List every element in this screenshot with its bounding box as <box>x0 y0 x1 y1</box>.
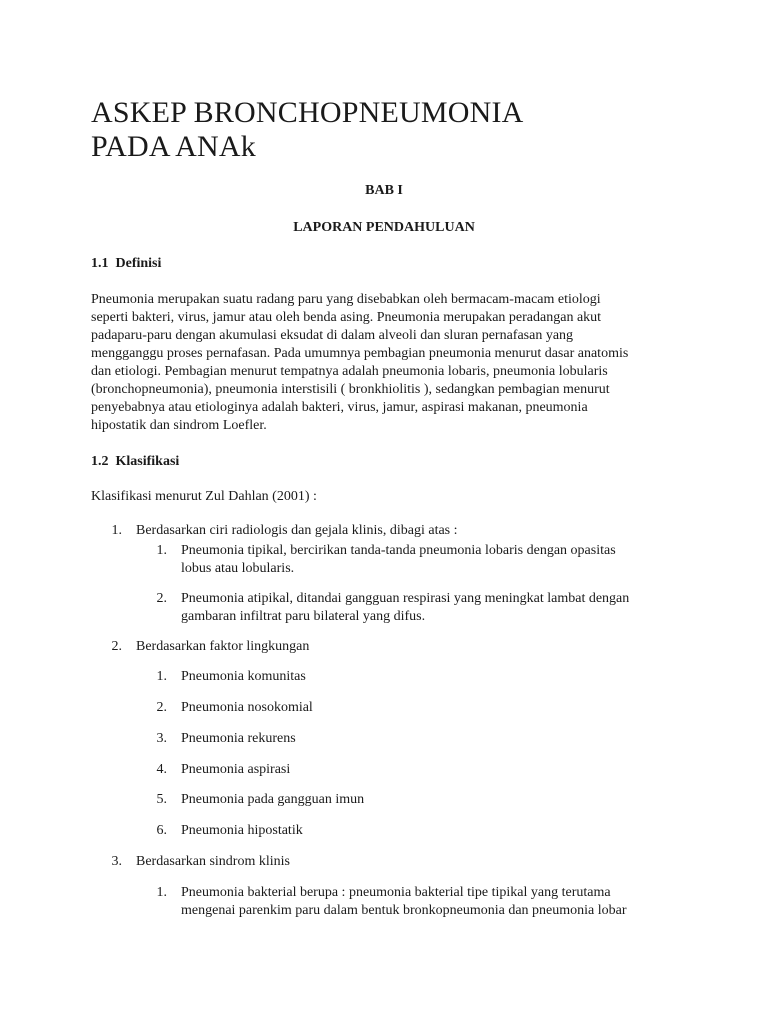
list-text <box>181 542 616 578</box>
list-text-line: mengenai parenkim paru dalam bentuk bronkopneumonia dan pneumonia lobar <box>181 903 627 918</box>
paragraph-line: seperti bakteri, virus, jamur atau oleh benda asing. Pneumonia merupakan peradangan akut <box>91 310 602 325</box>
list-text: Pneumonia hipostatik <box>181 823 303 838</box>
chapter-subtitle: LAPORAN PENDAHULUAN <box>293 220 475 235</box>
list-text: Berdasarkan sindrom klinis <box>136 854 290 869</box>
list-number: 1. <box>156 885 167 900</box>
section-heading-definisi: 1.1 Definisi <box>91 256 162 271</box>
list-number: 2. <box>156 591 167 606</box>
section-heading-klasifikasi: 1.2 Klasifikasi <box>91 454 180 469</box>
list-number: 5. <box>156 792 167 807</box>
list-number: 1. <box>156 669 167 684</box>
list-text: Berdasarkan faktor lingkungan <box>136 639 310 654</box>
list-text <box>181 590 629 626</box>
paragraph-line: hipostatik dan sindrom Loefler. <box>91 418 267 433</box>
title-line-1: ASKEP BRONCHOPNEUMONIA <box>91 96 524 129</box>
list-text-line: Pneumonia tipikal, bercirikan tanda-tanda pneumonia lobaris dengan opasitas <box>181 543 616 558</box>
list-text <box>181 884 627 920</box>
paragraph-line: penyebabnya atau etiologinya adalah bakteri, virus, jamur, aspirasi makanan, pneumonia <box>91 400 588 415</box>
document-title <box>91 96 711 164</box>
list-text: Pneumonia komunitas <box>181 669 306 684</box>
list-text: Pneumonia rekurens <box>181 731 296 746</box>
list-number: 2. <box>156 700 167 715</box>
title-line-2: PADA ANAk <box>91 130 256 163</box>
list-text-line: gambaran infiltrat paru bilateral yang difus. <box>181 609 426 624</box>
list-number: 3. <box>156 731 167 746</box>
paragraph-line: padaparu-paru dengan akumulasi eksudat di dalam alveoli dan sluran pernafasan yang <box>91 328 574 343</box>
paragraph-line: dan etiologi. Pembagian menurut tempatnya adalah pneumonia lobaris, pneumonia lobularis <box>91 364 608 379</box>
list-number: 6. <box>156 823 167 838</box>
list-text: Berdasarkan ciri radiologis dan gejala klinis, dibagi atas : <box>136 523 458 538</box>
list-text: Pneumonia nosokomial <box>181 700 313 715</box>
list-text-line: Pneumonia bakterial berupa : pneumonia bakterial tipe tipikal yang terutama <box>181 885 611 900</box>
list-number: 1. <box>156 543 167 558</box>
definition-paragraph <box>91 291 681 435</box>
list-text: Pneumonia pada gangguan imun <box>181 792 365 807</box>
list-text-line: lobus atau lobularis. <box>181 561 295 576</box>
chapter-label: BAB I <box>365 183 403 198</box>
klasifikasi-intro: Klasifikasi menurut Zul Dahlan (2001) : <box>91 489 317 504</box>
list-number: 1. <box>111 523 122 538</box>
list-text-line: Pneumonia atipikal, ditandai gangguan respirasi yang meningkat lambat dengan <box>181 591 630 606</box>
list-number: 2. <box>111 639 122 654</box>
list-text: Pneumonia aspirasi <box>181 762 291 777</box>
list-number: 4. <box>156 762 167 777</box>
paragraph-line: Pneumonia merupakan suatu radang paru yang disebabkan oleh bermacam-macam etiologi <box>91 292 601 307</box>
list-number: 3. <box>111 854 122 869</box>
paragraph-line: mengganggu proses pernafasan. Pada umumnya pembagian pneumonia menurut dasar anatomis <box>91 346 629 361</box>
paragraph-line: (bronchopneumonia), pneumonia interstisili ( bronkhiolitis ), sedangkan pembagian menurut <box>91 382 610 397</box>
